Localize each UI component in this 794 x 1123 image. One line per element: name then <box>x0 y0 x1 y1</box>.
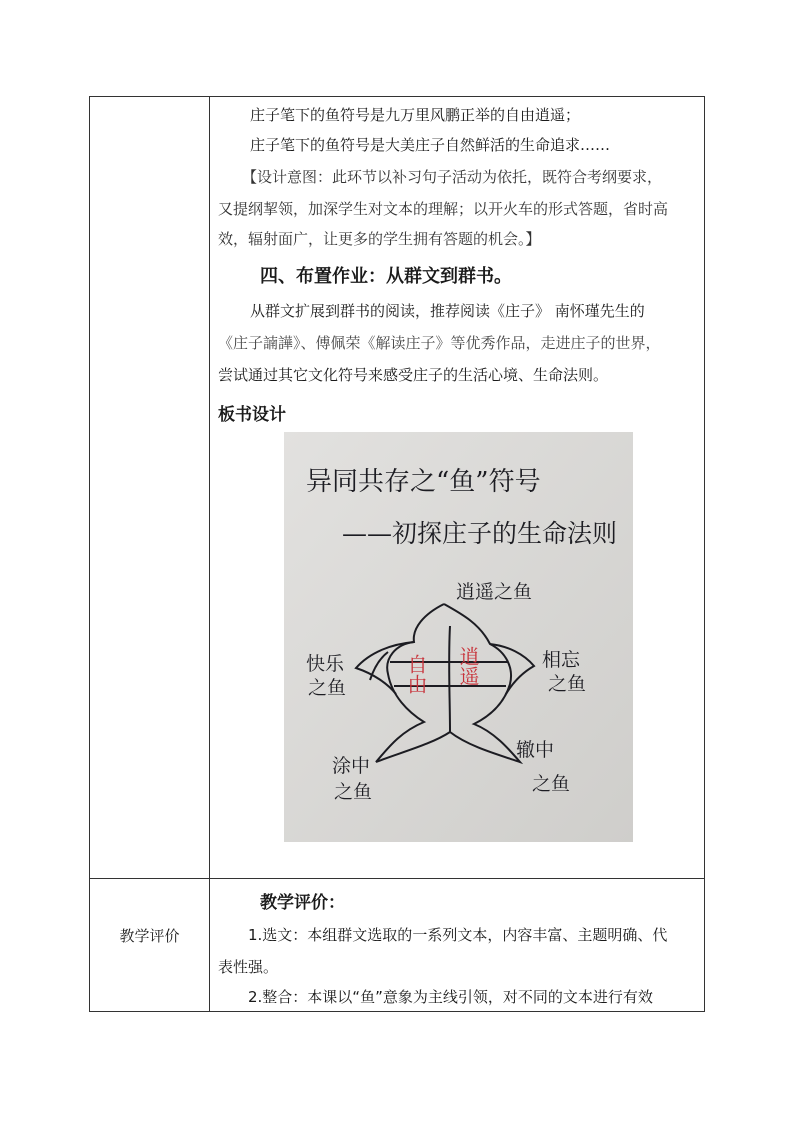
label-bottom-left-2: 之鱼 <box>334 781 373 803</box>
design-intent-line: 效，辐射面广，让更多的学生拥有答题的机会。】 <box>218 230 541 248</box>
table-row-evaluation <box>90 879 704 1012</box>
paragraph-line: 庄子笔下的鱼符号是大美庄子自然鲜活的生命追求…… <box>250 136 611 154</box>
homework-line: 尝试通过其它文化符号来感受庄子的生活心境、生命法则。 <box>218 366 609 384</box>
paragraph-line: 庄子笔下的鱼符号是九万里风鹏正举的自由逍遥； <box>250 106 581 124</box>
label-bottom-right-2: 之鱼 <box>532 773 571 795</box>
label-bottom-right-1: 辙中 <box>516 739 555 761</box>
red-left-text: 自由 <box>404 654 428 694</box>
evaluation-line: 1.选文：本组群文选取的一系列文本，内容丰富、主题明确、代 <box>248 926 668 944</box>
label-right-2: 之鱼 <box>548 673 587 695</box>
board-design-heading: 板书设计 <box>218 405 286 425</box>
board-subtitle: ——初探庄子的生命法则 <box>342 519 618 548</box>
board-title: 异同共存之“鱼”符号 <box>306 467 541 497</box>
evaluation-line: 2.整合：本课以“鱼”意象为主线引领，对不同的文本进行有效 <box>248 988 653 1006</box>
label-top: 逍遥之鱼 <box>456 581 533 603</box>
homework-line: 《庄子諵譁》、傅佩荣《解读庄子》等优秀作品，走进庄子的世界， <box>218 334 661 352</box>
red-right-text: 逍遥 <box>456 646 480 686</box>
board-photo <box>284 432 633 842</box>
board-drawing <box>284 432 633 842</box>
evaluation-heading: 教学评价： <box>260 893 345 913</box>
design-intent-line: 又提纲挈领，加深学生对文本的理解；以开火车的形式答题，省时高 <box>218 200 669 218</box>
evaluation-label: 教学评价 <box>119 927 180 945</box>
label-bottom-left-1: 涂中 <box>332 755 371 777</box>
label-left-1: 快乐 <box>306 653 345 675</box>
label-left-2: 之鱼 <box>308 677 347 699</box>
section-heading: 四、布置作业：从群文到群书。 <box>260 266 512 287</box>
homework-line: 从群文扩展到群书的阅读，推荐阅读《庄子》 南怀瑾先生的 <box>250 302 645 320</box>
label-right-1: 相忘 <box>542 649 581 671</box>
design-intent-line: 【设计意图：此环节以补习句子活动为依托，既符合考纲要求， <box>242 168 663 186</box>
evaluation-line: 表性强。 <box>218 958 279 976</box>
